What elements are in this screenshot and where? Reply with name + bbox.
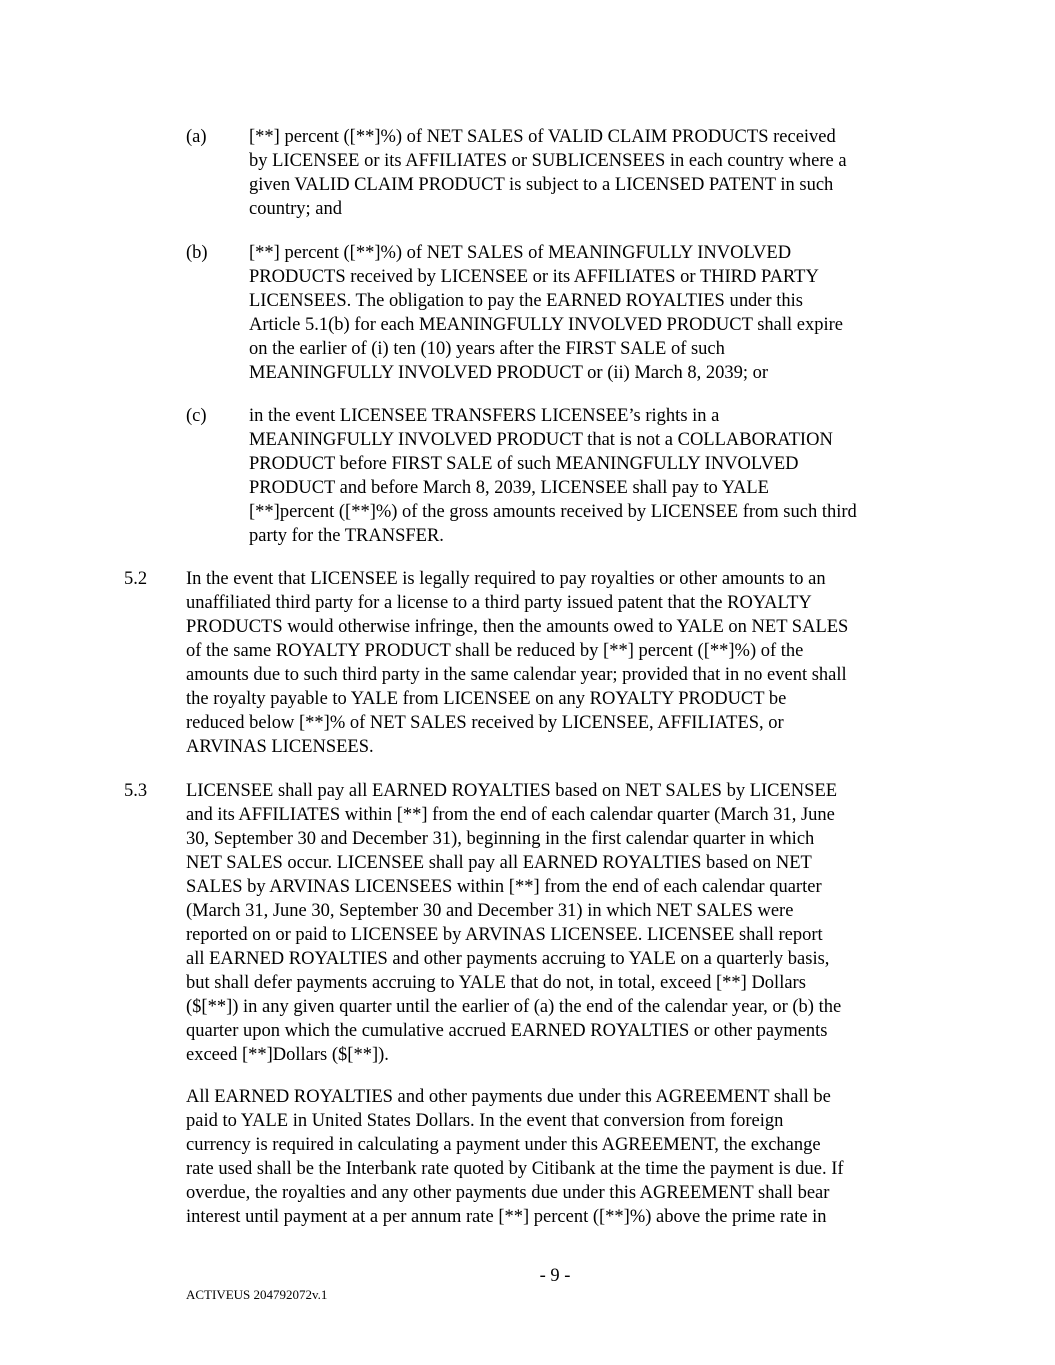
section-5-3-line: ($[**]) in any given quarter until the earlier of (a) the end of the calendar year, or (b) the: [186, 997, 842, 1017]
section-5-3-line: SALES by ARVINAS LICENSEES within [**] from the end of each calendar quarter: [186, 877, 822, 897]
item-c-line: in the event LICENSEE TRANSFERS LICENSEE’s rights in a: [249, 406, 720, 426]
document-id: ACTIVEUS 204792072v.1: [186, 1287, 328, 1302]
section-5-3-line: (March 31, June 30, September 30 and December 31) in which NET SALES were: [186, 901, 794, 921]
section-5-2-line: ARVINAS LICENSEES.: [186, 737, 374, 757]
section-5-2-line: unaffiliated third party for a license to a third party issued patent that the ROYALTY: [186, 593, 812, 613]
paragraph-line: interest until payment at a per annum rate [**] percent ([**]%) above the prime rate in: [186, 1207, 827, 1227]
item-c-line: [**]percent ([**]%) of the gross amounts received by LICENSEE from such third: [249, 502, 857, 522]
paragraph-line: paid to YALE in United States Dollars. In the event that conversion from foreign: [186, 1111, 784, 1131]
section-5-2-line: amounts due to such third party in the same calendar year; provided that in no event shall: [186, 665, 847, 685]
section-5-3-line: exceed [**]Dollars ($[**]).: [186, 1045, 389, 1065]
item-a-text: [249, 125, 847, 221]
section-5-2-line: In the event that LICENSEE is legally required to pay royalties or other amounts to an: [186, 569, 826, 589]
section-5-3-line: 30, September 30 and December 31), beginning in the first calendar quarter in which: [186, 829, 815, 849]
section-5-2-text: [186, 567, 848, 759]
section-5-3-number: 5.3: [124, 781, 148, 801]
section-5-2-line: PRODUCTS would otherwise infringe, then the amounts owed to YALE on NET SALES: [186, 617, 849, 637]
item-c-line: MEANINGFULLY INVOLVED PRODUCT that is not a COLLABORATION: [249, 430, 833, 450]
paragraph-line: currency is required in calculating a payment under this AGREEMENT, the exchange: [186, 1135, 821, 1155]
page-number: - 9 -: [539, 1266, 571, 1286]
item-a-line: by LICENSEE or its AFFILIATES or SUBLICENSEES in each country where a: [249, 151, 847, 171]
section-5-3-paragraph-2: [186, 1085, 844, 1229]
item-a-line: [**] percent ([**]%) of NET SALES of VALID CLAIM PRODUCTS received: [249, 127, 836, 147]
item-b-text: [249, 241, 843, 385]
section-5-3-line: all EARNED ROYALTIES and other payments accruing to YALE on a quarterly basis,: [186, 949, 830, 969]
item-c-line: party for the TRANSFER.: [249, 526, 444, 546]
section-5-3-line: but shall defer payments accruing to YALE that do not, in total, exceed [**] Dollars: [186, 973, 806, 993]
item-a-label: (a): [186, 127, 207, 147]
section-5-3-line: reported on or paid to LICENSEE by ARVINAS LICENSEE. LICENSEE shall report: [186, 925, 823, 945]
item-c-line: PRODUCT before FIRST SALE of such MEANINGFULLY INVOLVED: [249, 454, 799, 474]
section-5-3-text: [186, 779, 841, 1067]
paragraph-line: overdue, the royalties and any other payments due under this AGREEMENT shall bear: [186, 1183, 830, 1203]
item-b-line: [**] percent ([**]%) of NET SALES of MEANINGFULLY INVOLVED: [249, 243, 792, 263]
item-b-line: on the earlier of (i) ten (10) years after the FIRST SALE of such: [249, 339, 725, 359]
section-5-3-line: quarter upon which the cumulative accrued EARNED ROYALTIES or other payments: [186, 1021, 828, 1041]
item-b-label: (b): [186, 243, 208, 263]
item-a-line: country; and: [249, 199, 342, 219]
item-c-label: (c): [186, 406, 207, 426]
item-b-line: MEANINGFULLY INVOLVED PRODUCT or (ii) March 8, 2039; or: [249, 363, 769, 383]
section-5-2-number: 5.2: [124, 569, 148, 589]
item-b-line: PRODUCTS received by LICENSEE or its AFFILIATES or THIRD PARTY: [249, 267, 819, 287]
item-c-line: PRODUCT and before March 8, 2039, LICENSEE shall pay to YALE: [249, 478, 769, 498]
item-a-line: given VALID CLAIM PRODUCT is subject to a LICENSED PATENT in such: [249, 175, 834, 195]
section-5-3-line: NET SALES occur. LICENSEE shall pay all EARNED ROYALTIES based on NET: [186, 853, 812, 873]
section-5-2-line: reduced below [**]% of NET SALES received by LICENSEE, AFFILIATES, or: [186, 713, 784, 733]
item-b-line: Article 5.1(b) for each MEANINGFULLY INVOLVED PRODUCT shall expire: [249, 315, 843, 335]
paragraph-line: rate used shall be the Interbank rate quoted by Citibank at the time the payment is due. If: [186, 1159, 844, 1179]
section-5-3-line: and its AFFILIATES within [**] from the end of each calendar quarter (March 31, June: [186, 805, 835, 825]
paragraph-line: All EARNED ROYALTIES and other payments due under this AGREEMENT shall be: [186, 1087, 831, 1107]
item-c-text: [249, 404, 857, 548]
item-b-line: LICENSEES. The obligation to pay the EARNED ROYALTIES under this: [249, 291, 803, 311]
section-5-2-line: of the same ROYALTY PRODUCT shall be reduced by [**] percent ([**]%) of the: [186, 641, 804, 661]
section-5-3-line: LICENSEE shall pay all EARNED ROYALTIES based on NET SALES by LICENSEE: [186, 781, 838, 801]
section-5-2-line: the royalty payable to YALE from LICENSEE on any ROYALTY PRODUCT be: [186, 689, 787, 709]
